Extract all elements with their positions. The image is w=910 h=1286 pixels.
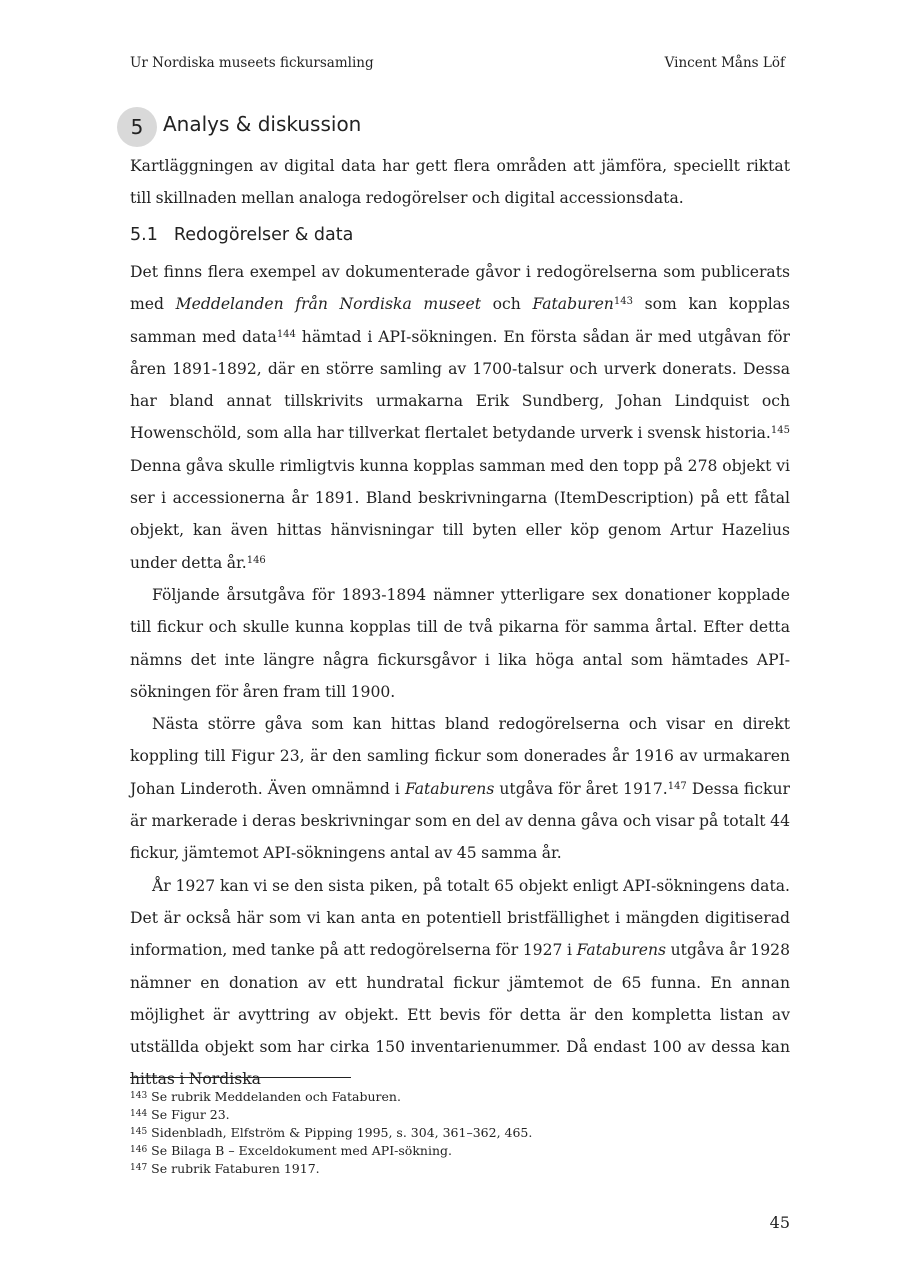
section-title: Redogörelser & data xyxy=(173,225,354,245)
paragraph-2: Följande årsutgåva för 1893-1894 nämner ytterligare sex donationer kopplade till fickur och skulle kunna kopplas till de två pikarna för samma årtal. Efter detta nämns det inte längre några fickursgåvor i lika höga antal som hämtades API-sökningen för åren fram till 1900. xyxy=(130,585,790,701)
footnote-item xyxy=(130,1160,790,1178)
paragraph-4 xyxy=(130,870,790,1096)
footnote-item xyxy=(130,1106,790,1124)
footnote-item xyxy=(130,1124,790,1142)
section-number: 5.1 xyxy=(130,225,158,245)
footnote-number: 147 xyxy=(130,1163,148,1173)
chapter-number-badge: 5 xyxy=(117,107,157,147)
text-run: Dessa fickur är markerade i deras beskrivningar som en del av denna gåva och visar på totalt 44 fickur, jämtemot API-sökningens antal av 45 samma år. xyxy=(130,779,790,863)
intro-text: Kartläggningen av digital data har gett flera områden att jämföra, speciellt riktat till skillnaden mellan analoga redogörelser och digital accessionsdata. xyxy=(130,157,790,208)
body-text xyxy=(130,256,790,1096)
footnote-number: 143 xyxy=(130,1091,148,1101)
footnote-number: 145 xyxy=(130,1127,148,1137)
page-number: 45 xyxy=(769,1213,790,1232)
header-author: Vincent Måns Löf xyxy=(664,55,785,71)
footnote-ref[interactable]: 144 xyxy=(276,328,296,340)
text-run: och xyxy=(480,295,533,314)
footnote-item xyxy=(130,1088,790,1106)
footnotes xyxy=(130,1088,790,1178)
footnote-ref[interactable]: 145 xyxy=(770,425,790,437)
italic-title: Fataburens xyxy=(576,941,667,960)
footnote-text: Se Figur 23. xyxy=(147,1107,230,1122)
text-run: Det finns flera exempel av dokumenterade gåvor i redogörelserna som publicerats med xyxy=(130,263,790,314)
footnote-text: Se rubrik Fataburen 1917. xyxy=(147,1161,320,1176)
intro-paragraph xyxy=(130,150,790,215)
text-run: Denna gåva skulle rimligtvis kunna kopplas samman med den topp på 278 objekt vi ser i accessionerna år 1891. Bland beskrivningarna (ItemDescription) på ett fåtal objekt, kan även hittas hänvisningar till byten eller köp genom Artur Hazelius under detta år. xyxy=(130,456,790,572)
text-run: Nästa större gåva som kan hittas bland redogörelserna och visar en direkt koppling till Figur 23, är den samling fickur som donerades år 1916 av urmakaren Johan Linderoth. Även omnämnd i xyxy=(130,715,790,798)
footnote-number: 146 xyxy=(130,1145,148,1155)
italic-title: Fataburens xyxy=(404,779,495,798)
footnote-text: Se rubrik Meddelanden och Fataburen. xyxy=(147,1089,401,1104)
text-run: utgåva år 1928 nämner en donation av ett hundratal fickur jämtemot de 65 funna. En annan möjlighet är avyttring av objekt. Ett bevis för detta är den kompletta listan av utställda objekt som har cirka 150 inventarienummer. Då endast 100 av dessa kan hittas i Nordiska xyxy=(130,941,790,1089)
text-run: År 1927 kan vi se den sista piken, på totalt 65 objekt enligt API-sökningens data. Det är också här som vi kan anta en potentiell bristfällighet i mängden digitiserad information, med tanke på att redogörelserna för 1927 i xyxy=(130,876,790,960)
text-run: hämtad i API-sökningen. En första sådan är med utgåvan för åren 1891-1892, där en större samling av 1700-talsur och urverk donerats. Dessa har bland annat tillskrivits urmakarna Erik Sundberg, Johan Lindquist och Howenschöld, som alla har tillverkat flertalet betydande urverk i svensk historia. xyxy=(130,327,790,443)
footnote-divider xyxy=(130,1077,351,1078)
chapter-title: Analys & diskussion xyxy=(163,112,362,136)
footnote-text: Sidenbladh, Elfström & Pipping 1995, s. 304, 361–362, 465. xyxy=(147,1125,533,1140)
footnote-ref[interactable]: 147 xyxy=(667,780,687,792)
footnote-text: Se Bilaga B – Exceldokument med API-sökning. xyxy=(147,1143,452,1158)
footnote-number: 144 xyxy=(130,1109,148,1119)
italic-title: Fataburen xyxy=(532,295,614,314)
paragraph-3 xyxy=(130,708,790,869)
text-run: som kan kopplas samman med data xyxy=(130,295,790,346)
footnote-item xyxy=(130,1142,790,1160)
italic-title: Meddelanden från Nordiska museet xyxy=(175,295,481,314)
paragraph-1 xyxy=(130,256,790,579)
footnote-ref[interactable]: 146 xyxy=(246,554,266,566)
footnote-ref[interactable]: 143 xyxy=(613,296,633,308)
text-run: utgåva för året 1917. xyxy=(494,779,668,798)
header-title: Ur Nordiska museets fickursamling xyxy=(130,55,374,71)
section-heading xyxy=(130,225,353,245)
running-header xyxy=(130,55,785,75)
